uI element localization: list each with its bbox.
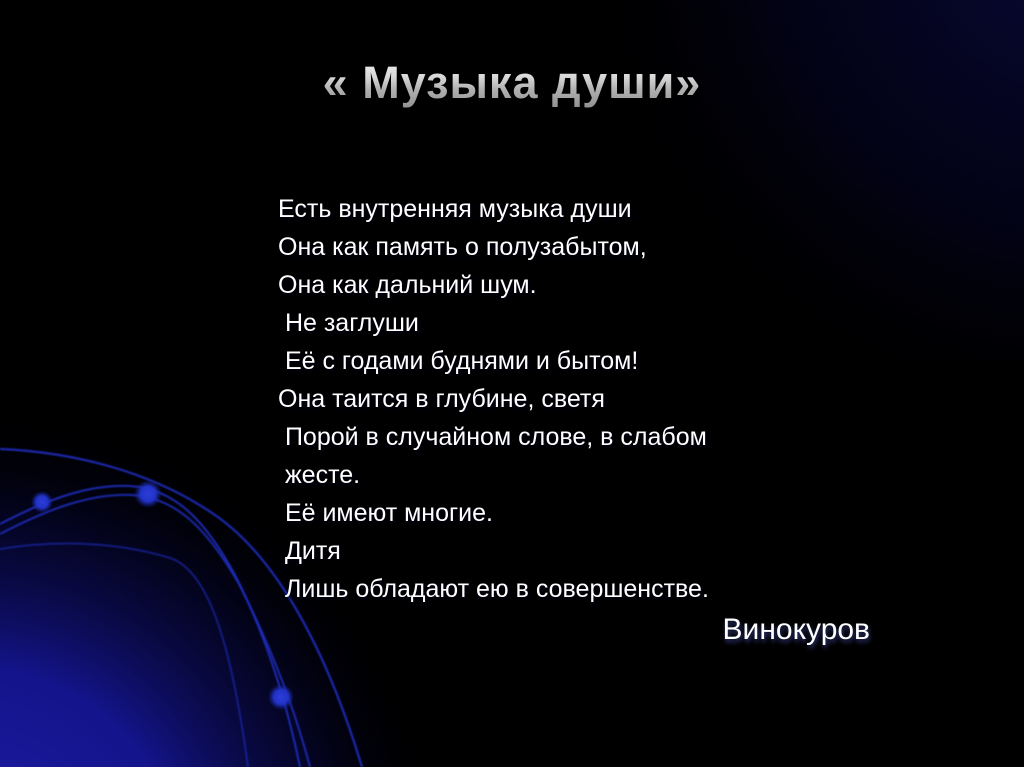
poem-line: Не заглуши bbox=[278, 309, 419, 337]
poem-attribution: Винокуров bbox=[722, 613, 870, 646]
poem-line: Она как дальний шум. bbox=[278, 271, 537, 299]
poem-line: Она таится в глубине, светя bbox=[278, 385, 605, 413]
poem-line: Она как память о полузабытом, bbox=[278, 233, 647, 261]
poem-line: Дитя bbox=[278, 537, 341, 565]
node-dot bbox=[134, 480, 162, 508]
slide-title: « Музыка души» bbox=[0, 56, 1024, 110]
poem-line: Лишь обладают ею в совершенстве. bbox=[278, 575, 709, 603]
poem-text-block bbox=[278, 190, 870, 649]
poem-line: жесте. bbox=[278, 461, 361, 489]
node-dot bbox=[268, 684, 294, 710]
node-dot bbox=[31, 491, 53, 513]
poem-line: Есть внутренняя музыка души bbox=[278, 195, 632, 223]
poem-line: Её с годами буднями и бытом! bbox=[278, 347, 639, 375]
poem-line: Порой в случайном слове, в слабом bbox=[278, 423, 707, 451]
poem-line: Её имеют многие. bbox=[278, 499, 493, 527]
